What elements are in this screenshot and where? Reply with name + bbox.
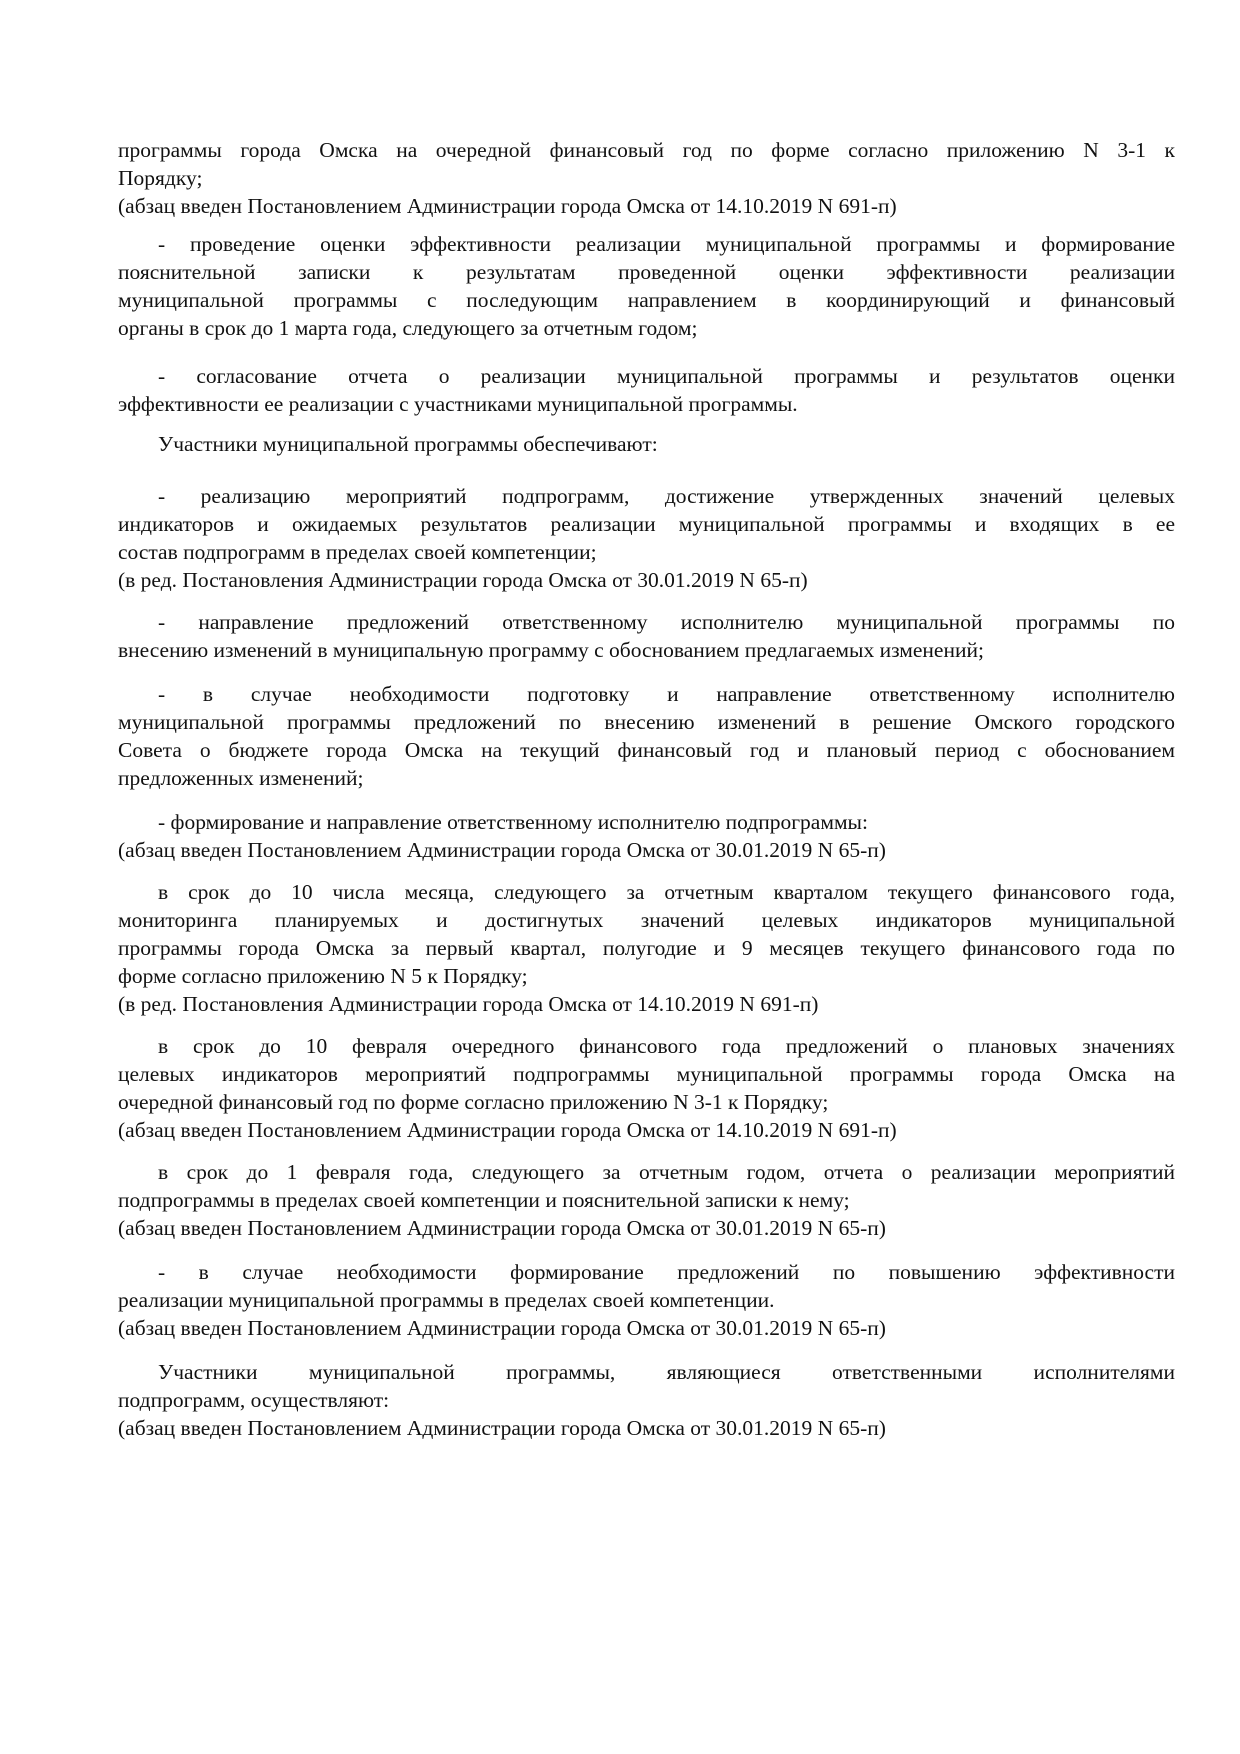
paragraph bbox=[118, 878, 1175, 990]
amendment-note bbox=[118, 1414, 1175, 1442]
text-line: - проведение оценки эффективности реализации муниципальной программы и формирование bbox=[158, 232, 1175, 256]
paragraph bbox=[118, 136, 1175, 192]
paragraph bbox=[118, 1358, 1175, 1414]
text-line: (абзац введен Постановлением Администрации города Омска от 30.01.2019 N 65-п) bbox=[118, 838, 886, 862]
text-line: (абзац введен Постановлением Администрации города Омска от 14.10.2019 N 691-п) bbox=[118, 1118, 897, 1142]
paragraph bbox=[118, 362, 1175, 418]
paragraph bbox=[118, 808, 1175, 836]
text-line: очередной финансовый год по форме согласно приложению N 3-1 к Порядку; bbox=[118, 1090, 829, 1114]
text-line: муниципальной программы предложений по внесению изменений в решение Омского городского bbox=[118, 710, 1175, 734]
text-line: - направление предложений ответственному исполнителю муниципальной программы по bbox=[158, 610, 1175, 634]
text-line: в срок до 10 февраля очередного финансового года предложений о плановых значениях bbox=[158, 1034, 1175, 1058]
amendment-note bbox=[118, 1314, 1175, 1342]
paragraph bbox=[118, 1032, 1175, 1116]
text-line: - в случае необходимости подготовку и направление ответственному исполнителю bbox=[158, 682, 1175, 706]
text-line: Участники муниципальной программы обеспечивают: bbox=[158, 432, 658, 456]
text-line: подпрограмм, осуществляют: bbox=[118, 1388, 390, 1412]
text-line: предложенных изменений; bbox=[118, 766, 364, 790]
paragraph bbox=[118, 230, 1175, 342]
text-line: (абзац введен Постановлением Администрации города Омска от 30.01.2019 N 65-п) bbox=[118, 1216, 886, 1240]
amendment-note bbox=[118, 1214, 1175, 1242]
text-line: Совета о бюджете города Омска на текущий финансовый год и плановый период с обоснованием bbox=[118, 738, 1175, 762]
paragraph bbox=[118, 680, 1175, 792]
paragraph bbox=[118, 608, 1175, 664]
text-line: - формирование и направление ответственному исполнителю подпрограммы: bbox=[158, 810, 868, 834]
amendment-note bbox=[118, 990, 1175, 1018]
paragraph bbox=[118, 482, 1175, 566]
amendment-note bbox=[118, 192, 1175, 220]
text-line: - согласование отчета о реализации муниципальной программы и результатов оценки bbox=[158, 364, 1175, 388]
text-line: в срок до 1 февраля года, следующего за отчетным годом, отчета о реализации мероприятий bbox=[158, 1160, 1175, 1184]
text-line: (абзац введен Постановлением Администрации города Омска от 30.01.2019 N 65-п) bbox=[118, 1416, 886, 1440]
text-line: органы в срок до 1 марта года, следующего за отчетным годом; bbox=[118, 316, 698, 340]
text-line: пояснительной записки к результатам проведенной оценки эффективности реализации bbox=[118, 260, 1175, 284]
text-line: Участники муниципальной программы, являющиеся ответственными исполнителями bbox=[158, 1360, 1175, 1384]
text-line: муниципальной программы с последующим направлением в координирующий и финансовый bbox=[118, 288, 1175, 312]
text-line: (абзац введен Постановлением Администрации города Омска от 30.01.2019 N 65-п) bbox=[118, 1316, 886, 1340]
text-line: Порядку; bbox=[118, 166, 203, 190]
text-line: эффективности ее реализации с участниками муниципальной программы. bbox=[118, 392, 798, 416]
amendment-note bbox=[118, 1116, 1175, 1144]
text-line: (в ред. Постановления Администрации города Омска от 30.01.2019 N 65-п) bbox=[118, 568, 808, 592]
text-line: в срок до 10 числа месяца, следующего за отчетным кварталом текущего финансового года, bbox=[158, 880, 1175, 904]
text-line: форме согласно приложению N 5 к Порядку; bbox=[118, 964, 528, 988]
text-line: целевых индикаторов мероприятий подпрограммы муниципальной программы города Омска на bbox=[118, 1062, 1175, 1086]
paragraph bbox=[118, 1158, 1175, 1214]
text-line: индикаторов и ожидаемых результатов реализации муниципальной программы и входящих в ее bbox=[118, 512, 1175, 536]
text-line: (в ред. Постановления Администрации города Омска от 14.10.2019 N 691-п) bbox=[118, 992, 819, 1016]
text-line: - в случае необходимости формирование предложений по повышению эффективности bbox=[158, 1260, 1175, 1284]
text-line: состав подпрограмм в пределах своей компетенции; bbox=[118, 540, 597, 564]
amendment-note bbox=[118, 836, 1175, 864]
text-line: подпрограммы в пределах своей компетенции и пояснительной записки к нему; bbox=[118, 1188, 850, 1212]
paragraph bbox=[118, 1258, 1175, 1314]
text-line: внесению изменений в муниципальную программу с обоснованием предлагаемых изменений; bbox=[118, 638, 984, 662]
text-line: (абзац введен Постановлением Администрации города Омска от 14.10.2019 N 691-п) bbox=[118, 194, 897, 218]
text-line: мониторинга планируемых и достигнутых значений целевых индикаторов муниципальной bbox=[118, 908, 1175, 932]
text-line: - реализацию мероприятий подпрограмм, достижение утвержденных значений целевых bbox=[158, 484, 1175, 508]
text-line: реализации муниципальной программы в пределах своей компетенции. bbox=[118, 1288, 775, 1312]
paragraph bbox=[118, 430, 1175, 458]
text-line: программы города Омска на очередной финансовый год по форме согласно приложению N 3-1 к bbox=[118, 138, 1175, 162]
text-line: программы города Омска за первый квартал, полугодие и 9 месяцев текущего финансового года по bbox=[118, 936, 1175, 960]
amendment-note bbox=[118, 566, 1175, 594]
